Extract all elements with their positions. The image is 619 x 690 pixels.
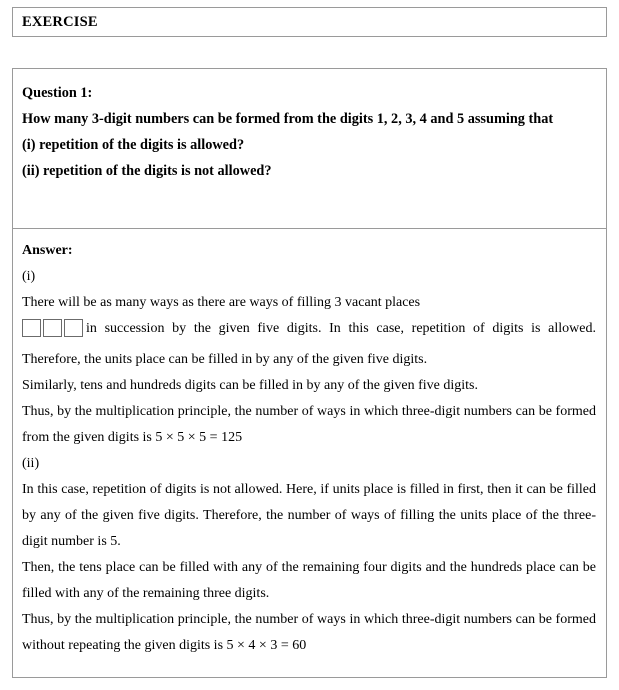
answer-box [12, 228, 607, 678]
answer-paragraph-2-with-boxes [22, 316, 596, 373]
answer-paragraph-7: Thus, by the multiplication principle, the number of ways in which three-digit numbers can be formed without repeating the given digits is 5 × 4 × 3 = 60 [22, 612, 596, 653]
answer-paragraph-3: Similarly, tens and hundreds digits can be filled in by any of the given five digits. [22, 378, 478, 393]
exercise-title: EXERCISE [22, 14, 98, 30]
answer-label: Answer: [22, 243, 73, 258]
vacant-place-box [43, 319, 62, 337]
answer-paragraph-1: There will be as many ways as there are ways of filling 3 vacant places [22, 295, 421, 310]
question-item-ii: (ii) repetition of the digits is not allowed? [22, 163, 272, 179]
answer-paragraph-6: Then, the tens place can be filled with any of the remaining four digits and the hundreds place can be filled with any of the remaining three digits. [22, 560, 596, 601]
question-text: How many 3-digit numbers can be formed from the digits 1, 2, 3, 4 and 5 assuming that [22, 111, 554, 127]
answer-paragraph-5: In this case, repetition of digits is not allowed. Here, if units place is filled in first, then it can be filled by any of the given five digits. Therefore, the number of ways of filling the units place of the three-digit number is 5. [22, 482, 596, 549]
question-box [12, 68, 607, 229]
answer-part-one-marker: (i) [22, 269, 36, 284]
answer-paragraph-2-text: in succession by the given five digits. In this case, repetition of digits is allowed. Therefore, the units place can be filled in by any of the given five digits. [22, 321, 596, 367]
answer-part-two-marker: (ii) [22, 456, 40, 471]
answer-paragraph-4: Thus, by the multiplication principle, the number of ways in which three-digit numbers can be formed from the given digits is 5 × 5 × 5 = 125 [22, 404, 596, 445]
vacant-places-boxes [22, 319, 83, 347]
vacant-place-box [64, 319, 83, 337]
vacant-place-box [22, 319, 41, 337]
exercise-header-box [12, 7, 607, 37]
question-item-i: (i) repetition of the digits is allowed? [22, 137, 245, 153]
question-label: Question 1: [22, 85, 93, 101]
